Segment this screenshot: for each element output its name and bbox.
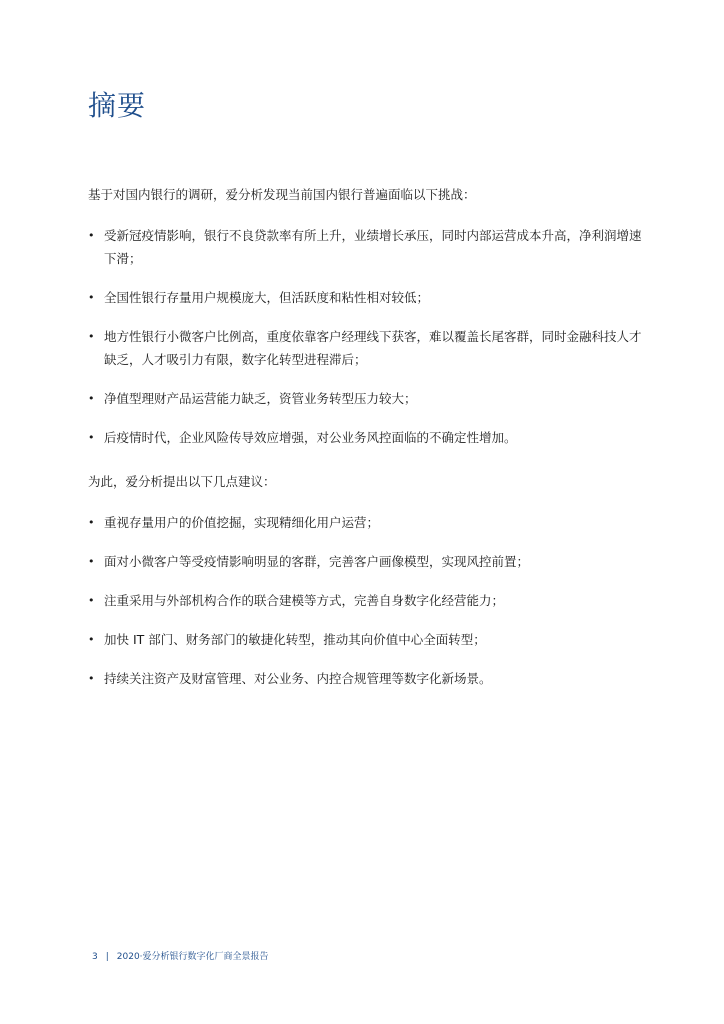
challenge-item bbox=[88, 224, 648, 270]
challenge-text: 受新冠疫情影响，银行不良贷款率有所上升，业绩增长承压，同时内部运营成本升高，净利润增速下滑； bbox=[104, 228, 642, 266]
bullet-icon: • bbox=[88, 229, 95, 242]
suggestion-intro-paragraph: 为此，爱分析提出以下几点建议： bbox=[88, 474, 276, 489]
suggestion-text: 注重采用与外部机构合作的联合建模等方式，完善自身数字化经营能力； bbox=[104, 593, 505, 608]
bullet-icon: • bbox=[88, 672, 95, 685]
suggestion-item bbox=[88, 628, 648, 651]
suggestion-item bbox=[88, 589, 648, 612]
suggestion-item bbox=[88, 550, 648, 573]
bullet-icon: • bbox=[88, 633, 95, 646]
bullet-icon: • bbox=[88, 555, 95, 568]
challenge-text: 净值型理财产品运营能力缺乏，资管业务转型压力较大； bbox=[104, 391, 417, 406]
suggestion-text: 加快 IT 部门、财务部门的敏捷化转型，推动其向价值中心全面转型； bbox=[104, 632, 486, 647]
suggestion-text: 面对小微客户等受疫情影响明显的客群，完善客户画像模型，实现风控前置； bbox=[104, 554, 530, 569]
bullet-icon: • bbox=[88, 392, 95, 405]
suggestion-text: 持续关注资产及财富管理、对公业务、内控合规管理等数字化新场景。 bbox=[104, 671, 492, 686]
bullet-icon: • bbox=[88, 431, 95, 444]
intro-paragraph: 基于对国内银行的调研，爱分析发现当前国内银行普遍面临以下挑战： bbox=[88, 187, 476, 202]
challenge-item bbox=[88, 325, 648, 371]
challenge-item bbox=[88, 286, 648, 309]
challenges-list bbox=[88, 224, 648, 465]
bullet-icon: • bbox=[88, 330, 95, 343]
page-number: 3 bbox=[92, 952, 98, 962]
challenge-text: 地方性银行小微客户比例高，重度依靠客户经理线下获客，难以覆盖长尾客群，同时金融科技人才缺乏，人才吸引力有限，数字化转型进程滞后； bbox=[104, 329, 642, 367]
suggestion-text: 重视存量用户的价值挖掘，实现精细化用户运营； bbox=[104, 515, 380, 530]
footer-separator: | bbox=[105, 952, 109, 962]
bullet-icon: • bbox=[88, 516, 95, 529]
challenge-text: 全国性银行存量用户规模庞大，但活跃度和粘性相对较低； bbox=[104, 290, 430, 305]
page-footer bbox=[92, 949, 269, 962]
bullet-icon: • bbox=[88, 291, 95, 304]
suggestion-item bbox=[88, 667, 648, 690]
suggestions-list bbox=[88, 511, 648, 706]
suggestion-item bbox=[88, 511, 648, 534]
challenge-item bbox=[88, 426, 648, 449]
report-name: 2020·爱分析银行数字化厂商全景报告 bbox=[116, 952, 269, 962]
bullet-icon: • bbox=[88, 594, 95, 607]
page-title: 摘要 bbox=[88, 89, 147, 122]
challenge-text: 后疫情时代，企业风险传导效应增强，对公业务风控面临的不确定性增加。 bbox=[104, 430, 517, 445]
challenge-item bbox=[88, 387, 648, 410]
